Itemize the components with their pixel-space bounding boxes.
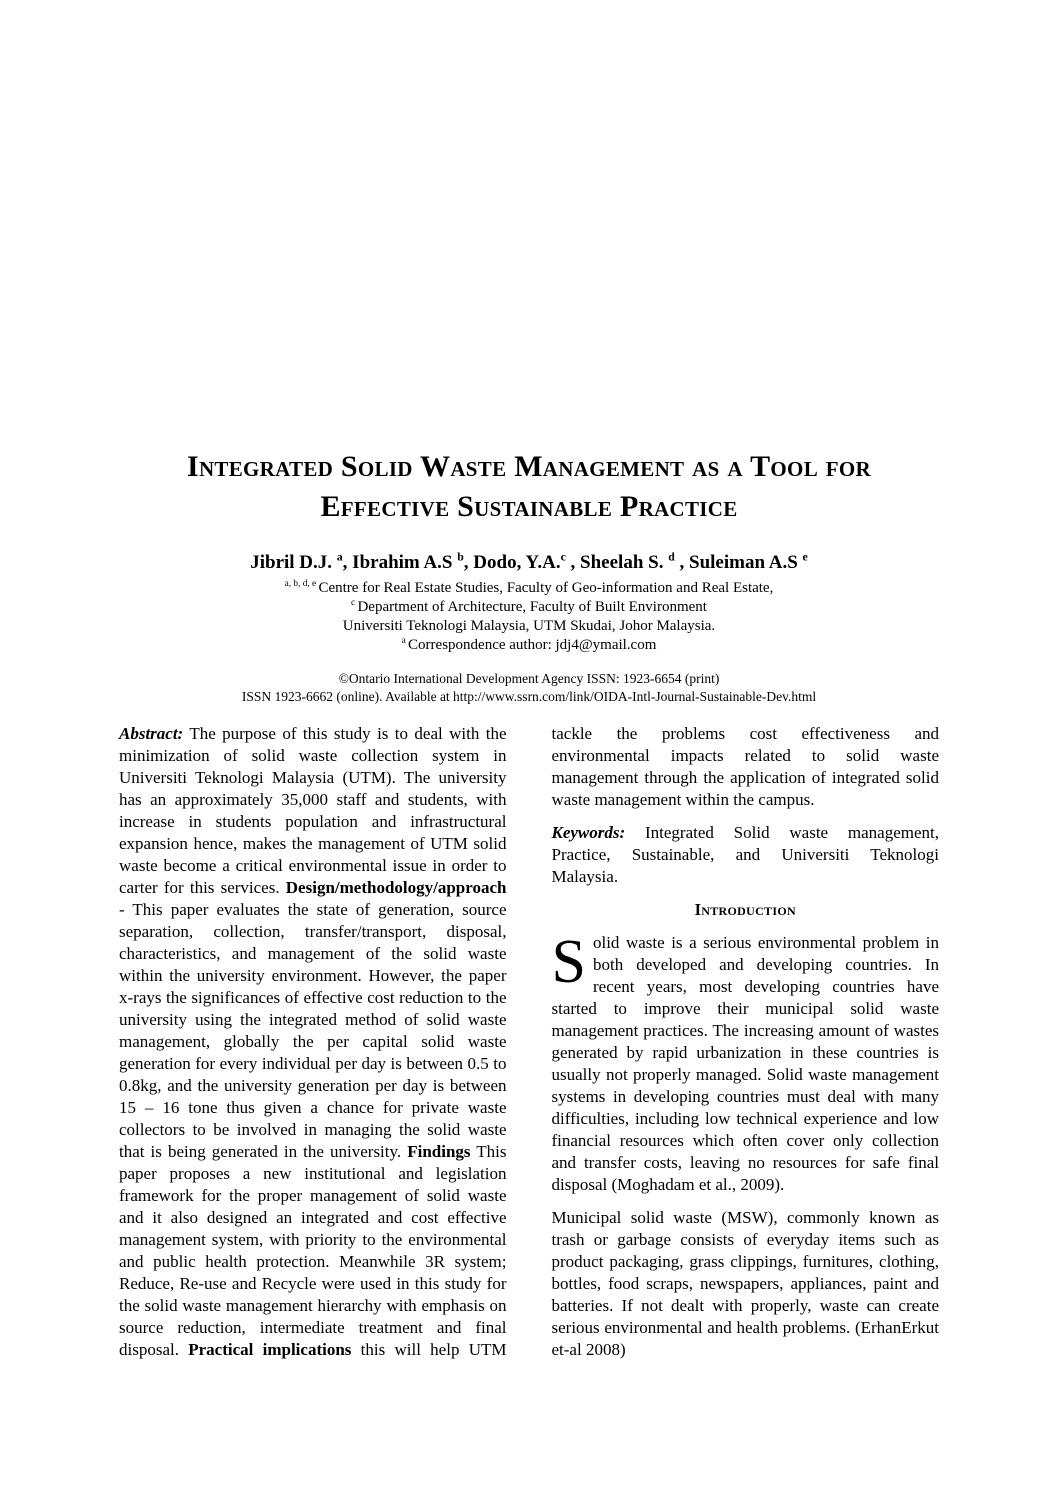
drop-cap: S xyxy=(551,928,586,996)
abstract-continuation-paragraph: tackle the problems cost effectiveness and environmental impacts related to solid waste management through the application of integrated solid waste management within the campus. xyxy=(551,724,939,809)
affiliations-block xyxy=(119,579,939,655)
affiliation-line-3: Universiti Teknologi Malaysia, UTM Skudai, Johor Malaysia. xyxy=(342,618,716,634)
publisher-line-1: ©Ontario International Development Agency ISSN: 1923-6654 (print) xyxy=(338,671,720,686)
correspondence-line: $^a$ Correspondence author: jdj4@ymail.com xyxy=(401,636,657,653)
introduction-paragraph-text: olid waste is a serious environmental problem in both developed and developing countries. In recent years, most developing countries have started to improve their municipal solid waste management practices. The increasing amount of wastes generated by rapid urbanization in these countries is usually not properly managed. Solid waste management systems in developing countries must deal with many difficulties, including low technical experience and low financial resources which often cover only collection and transfer costs, leaving no resources for safe final disposal (Moghadam et al., 2009). xyxy=(551,933,939,1194)
page-title-line-2: Effective Sustainable Practice xyxy=(320,490,738,523)
introduction-paragraph xyxy=(551,928,940,1196)
publisher-line-2: ISSN 1923-6662 (online). Available at http://www.ssrn.com/link/OIDA-Intl-Journal-Sustainable-Dev.html xyxy=(241,689,817,704)
introduction-heading: Introduction xyxy=(694,900,796,919)
body-columns xyxy=(119,723,939,1372)
publisher-block xyxy=(119,670,939,706)
column-left xyxy=(119,723,507,1372)
abstract-paragraph: Abstract: The purpose of this study is to deal with the minimization of solid waste collection system in Universiti Teknologi Malaysia (UTM). The university has an approximately 35,000 staff and students, with increase in students population and infrastructural expansion hence, makes the management of UTM solid waste become a critical environmental issue in order to carter for this services. Design/methodology/approach - This paper evaluates the state of generation, source separation, collection, transfer/transport, disposal, characteristics, and management of the solid waste within the university environment. However, the paper x-rays the significances of effective cost reduction to the university using the integrated method of solid waste management, globally the per capital solid waste generation for every individual per day is between 0.5 to 0.8kg, and the university generation per day is between 15 – 16 tone thus given a chance for private waste collectors to be involved in managing the solid waste that is being generated in the university. Findings This paper proposes a new institutional and legislation framework for the proper management of solid waste and it also designed an integrated and cost effective management system, with priority to the environmental and public health protection. Meanwhile 3R system; Reduce, Re-use and Recycle were used in this study for the solid waste management hierarchy with emphasis on source reduction, intermediate treatment and final disposal. Practical implications this will help UTM xyxy=(119,724,507,1359)
page-title xyxy=(119,447,939,527)
page-title-line-1: Integrated Solid Waste Management as a Tool for xyxy=(186,450,872,483)
msw-paragraph: Municipal solid waste (MSW), commonly known as trash or garbage consists of everyday items such as product packaging, grass clippings, furnitures, clothing, bottles, food scraps, newspapers, appliances, paint and batteries. If not dealt with properly, waste can create serious environmental and health problems. (ErhanErkut et-al 2008) xyxy=(551,1208,939,1359)
keywords-paragraph: Keywords: Integrated Solid waste management, Practice, Sustainable, and Universiti Teknologi Malaysia. xyxy=(551,823,939,886)
authors-line: Jibril D.J. $^a$, Ibrahim A.S $^b$, Dodo, Y.A.$^c$ , Sheelah S. $^d$ , Suleiman A.S $^e$ xyxy=(250,550,808,573)
column-right xyxy=(552,723,940,1372)
affiliation-line-2: $^c$ Department of Architecture, Faculty of Built Environment xyxy=(351,598,707,615)
affiliation-line-1: $^{a, b, d, e}$ Centre for Real Estate Studies, Faculty of Geo-information and Real Estate, xyxy=(284,579,774,596)
